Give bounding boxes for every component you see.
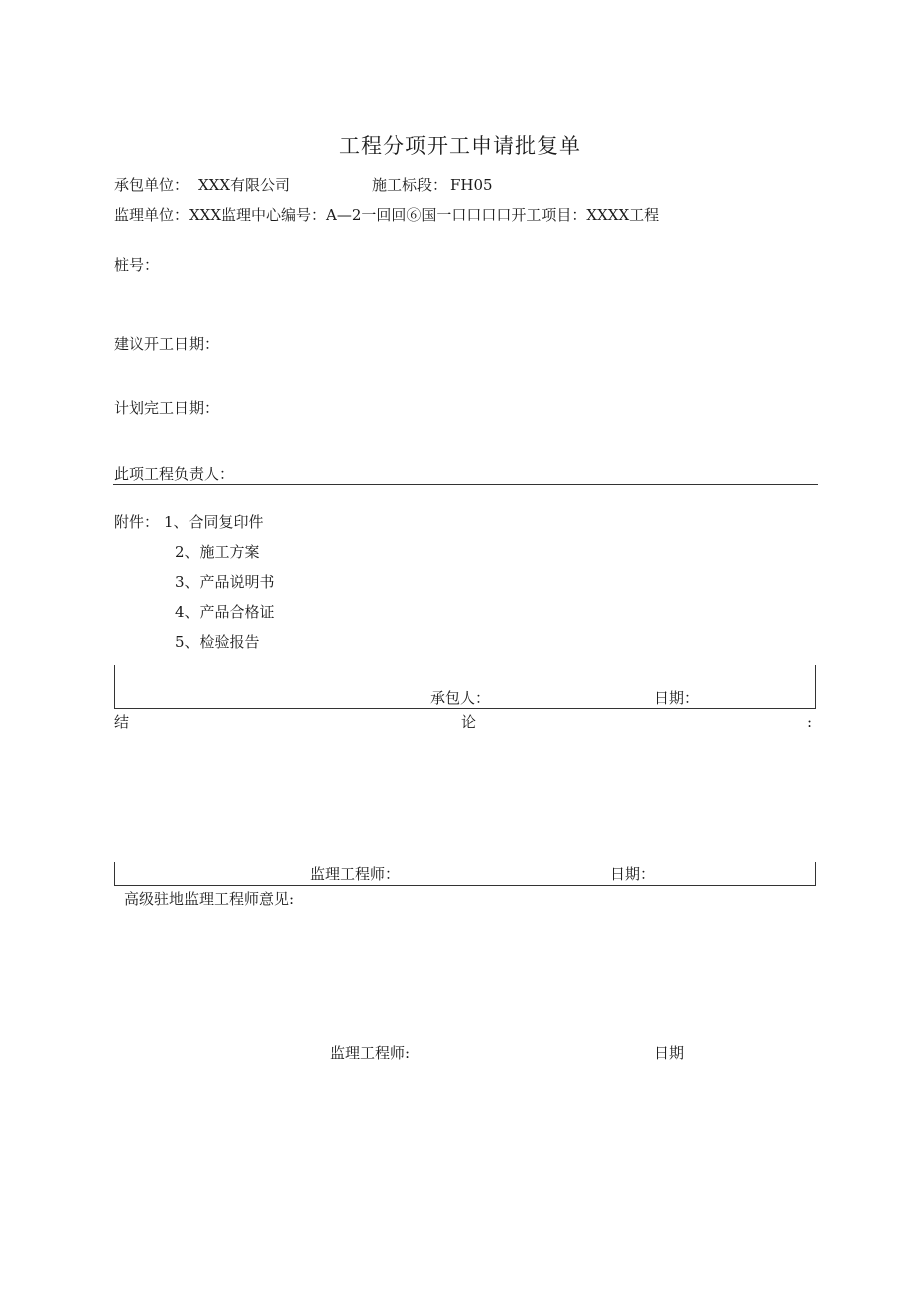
final-date-label: 日期 [654, 1044, 685, 1062]
planned-finish-date-field: 计划完工日期： [114, 399, 220, 417]
attachment-item: 4、产品合格证 [175, 603, 275, 621]
page-title: 工程分项开工申请批复单 [339, 134, 581, 158]
proposed-start-date-field: 建议开工日期： [114, 335, 220, 353]
box-bottom-border [114, 885, 816, 886]
contractor-label: 承包单位： [114, 176, 190, 194]
contractor-date-label: 日期： [654, 689, 700, 707]
engineer-date-label: 日期： [610, 865, 656, 883]
final-engineer-signer-label: 监理工程师: [330, 1044, 411, 1062]
pile-number-field: 桩号： [114, 256, 160, 274]
engineer-signer-label: 监理工程师： [310, 865, 401, 883]
supervisor-line: 监理单位：XXX监理中心编号：A—2一回回⑥国一口口口口开工项目：XXXX工程 [114, 206, 660, 224]
box-right-border [815, 665, 816, 708]
contractor-value: XXX有限公司 [198, 176, 291, 194]
separator-line [113, 484, 818, 485]
conclusion-colon: : [807, 713, 813, 731]
section-label: 施工标段： [372, 176, 448, 194]
conclusion-char-2: 论 [461, 713, 477, 731]
attachment-item: 5、检验报告 [175, 633, 260, 651]
senior-engineer-opinion-label: 高级驻地监理工程师意见: [124, 890, 295, 908]
attachment-item: 1、合同复印件 [164, 513, 264, 531]
section-value: FH05 [450, 176, 493, 194]
person-in-charge-field: 此项工程负责人： [114, 465, 235, 483]
box-bottom-border [114, 708, 816, 709]
attachment-item: 3、产品说明书 [175, 573, 275, 591]
attachments-label: 附件： [114, 513, 160, 531]
conclusion-char-1: 结 [114, 713, 130, 731]
box-left-border [114, 862, 115, 885]
contractor-signer-label: 承包人： [430, 689, 491, 707]
attachment-item: 2、施工方案 [175, 543, 260, 561]
box-left-border [114, 665, 115, 708]
box-right-border [815, 862, 816, 885]
